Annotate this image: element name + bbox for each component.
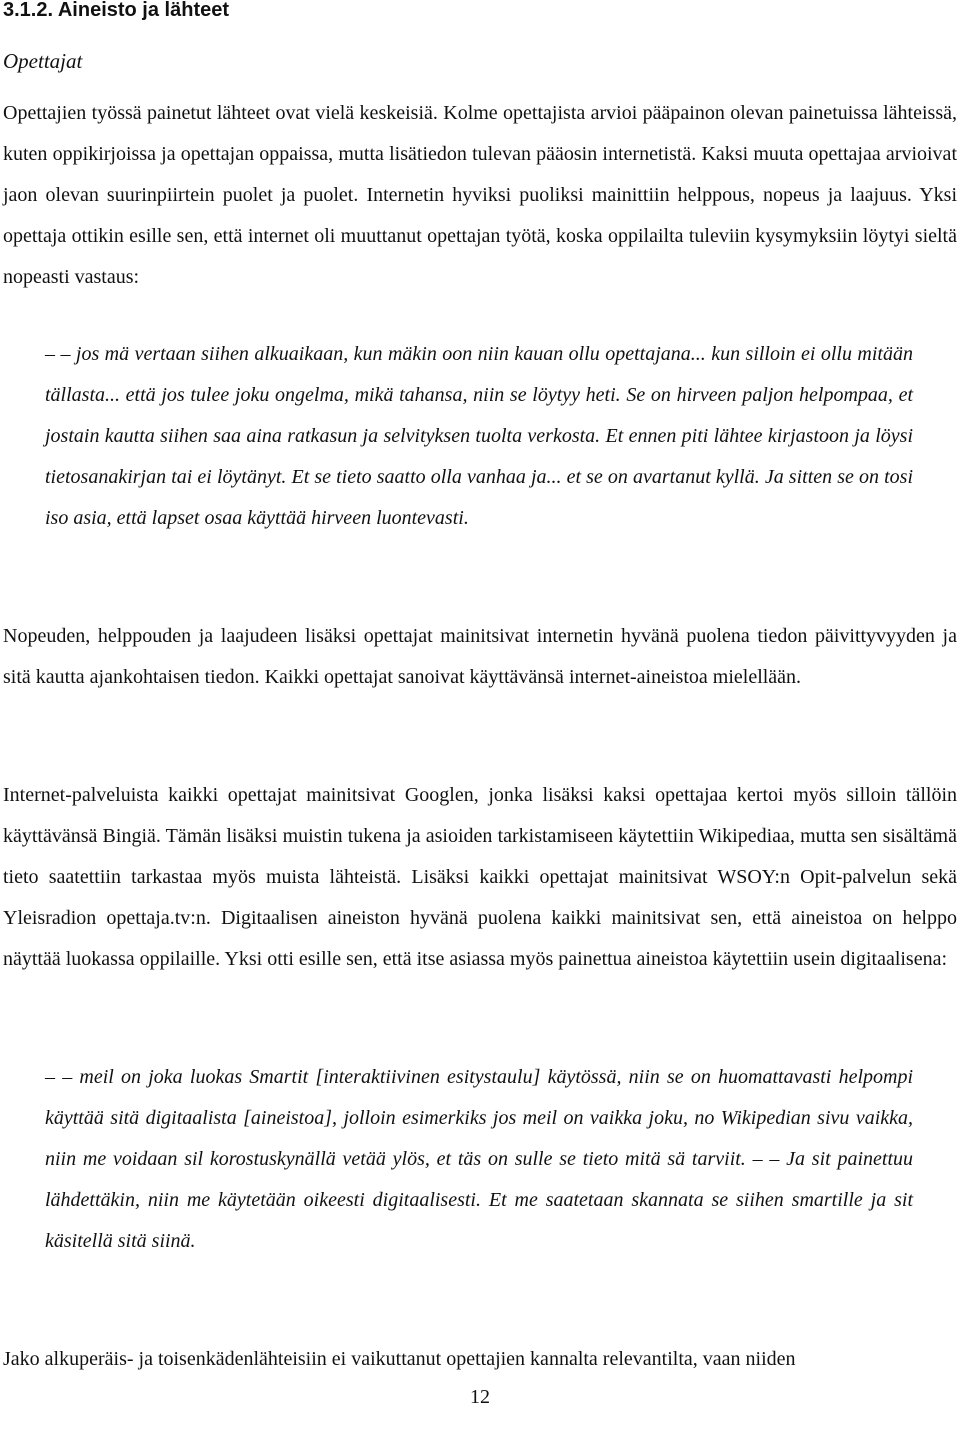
paragraph-source-types: Jako alkuperäis- ja toisenkädenlähteisiin ei vaikuttanut opettajien kannalta relevantilta, vaan niiden xyxy=(3,1348,796,1370)
interview-quote-smartboard: – – meil on joka luokas Smartit [interaktiivinen esitystaulu] käytössä, niin se on huomattavasti helpompi käyttää sitä digitaalista [aineistoa], jolloin esimerkiks jos meil on vaikka joku, no Wikipedian sivu vaikka, niin me voidaan sil korostuskynällä vetää ylös, et täs on sulle se tieto mitä sä tarviit. – – Ja sit painettuu lähdettäkin, niin me käytetään oikeesti digitaalisesti. Et me saatetaan skannata se siihen smartille ja sit käsitellä sitä siinä. xyxy=(45,1066,913,1252)
paragraph-teachers-sources: Opettajien työssä painetut lähteet ovat vielä keskeisiä. Kolme opettajista arvioi pääpainon olevan painetuissa lähteissä, kuten oppikirjoissa ja opettajan oppaissa, mutta lisätiedon tulevan pääosin internetistä. Kaksi muuta opettajaa arvioivat jaon olevan suurinpiirtein puolet ja puolet. Internetin hyviksi puoliksi mainittiin helppous, nopeus ja laajuus. Yksi opettaja ottikin esille sen, että internet oli muuttanut opettajan työtä, koska oppilailta tuleviin kysymyksiin löytyi sieltä nopeasti vastaus: xyxy=(3,102,957,288)
subsection-heading: Opettajat xyxy=(3,49,83,73)
section-heading: 3.1.2. Aineisto ja lähteet xyxy=(3,0,230,21)
paragraph-internet-benefits: Nopeuden, helppouden ja laajudeen lisäksi opettajat mainitsivat internetin hyvänä puolena tiedon päivittyvyyden ja sitä kautta ajankohtaisen tiedon. Kaikki opettajat sanoivat käyttävänsä internet-aineistoa mielellään. xyxy=(3,625,957,688)
page-number: 12 xyxy=(470,1386,490,1408)
interview-quote-internet: – – jos mä vertaan siihen alkuaikaan, kun mäkin oon niin kauan ollu opettajana... kun silloin ei ollu mitään tällasta... että jos tulee joku ongelma, mikä tahansa, niin se löytyy heti. Se on hirveen paljon helpompaa, et jostain kautta siihen saa aina ratkasun ja selvityksen tuolta verkosta. Et ennen piti lähtee kirjastoon ja löysi tietosanakirjan tai ei löytänyt. Et se tieto saatto olla vanhaa ja... et se on avartanut kyllä. Ja sitten se on tosi iso asia, että lapset osaa käyttää hirveen luontevasti. xyxy=(45,343,913,529)
paragraph-internet-services: Internet-palveluista kaikki opettajat mainitsivat Googlen, jonka lisäksi kaksi opettajaa kertoi myös silloin tällöin käyttävänsä Bingiä. Tämän lisäksi muistin tukena ja asioiden tarkistamiseen käytettiin Wikipediaa, mutta sen sisältämä tieto saatettiin tarkastaa myös muista lähteistä. Lisäksi kaikki opettajat mainitsivat WSOY:n Opit-palvelun sekä Yleisradion opettaja.tv:n. Digitaalisen aineiston hyvänä puolena kaikki mainitsivat sen, että aineistoa on helppo näyttää luokassa oppilaille. Yksi otti esille sen, että itse asiassa myös painettua aineistoa käytettiin usein digitaalisena: xyxy=(3,784,957,970)
